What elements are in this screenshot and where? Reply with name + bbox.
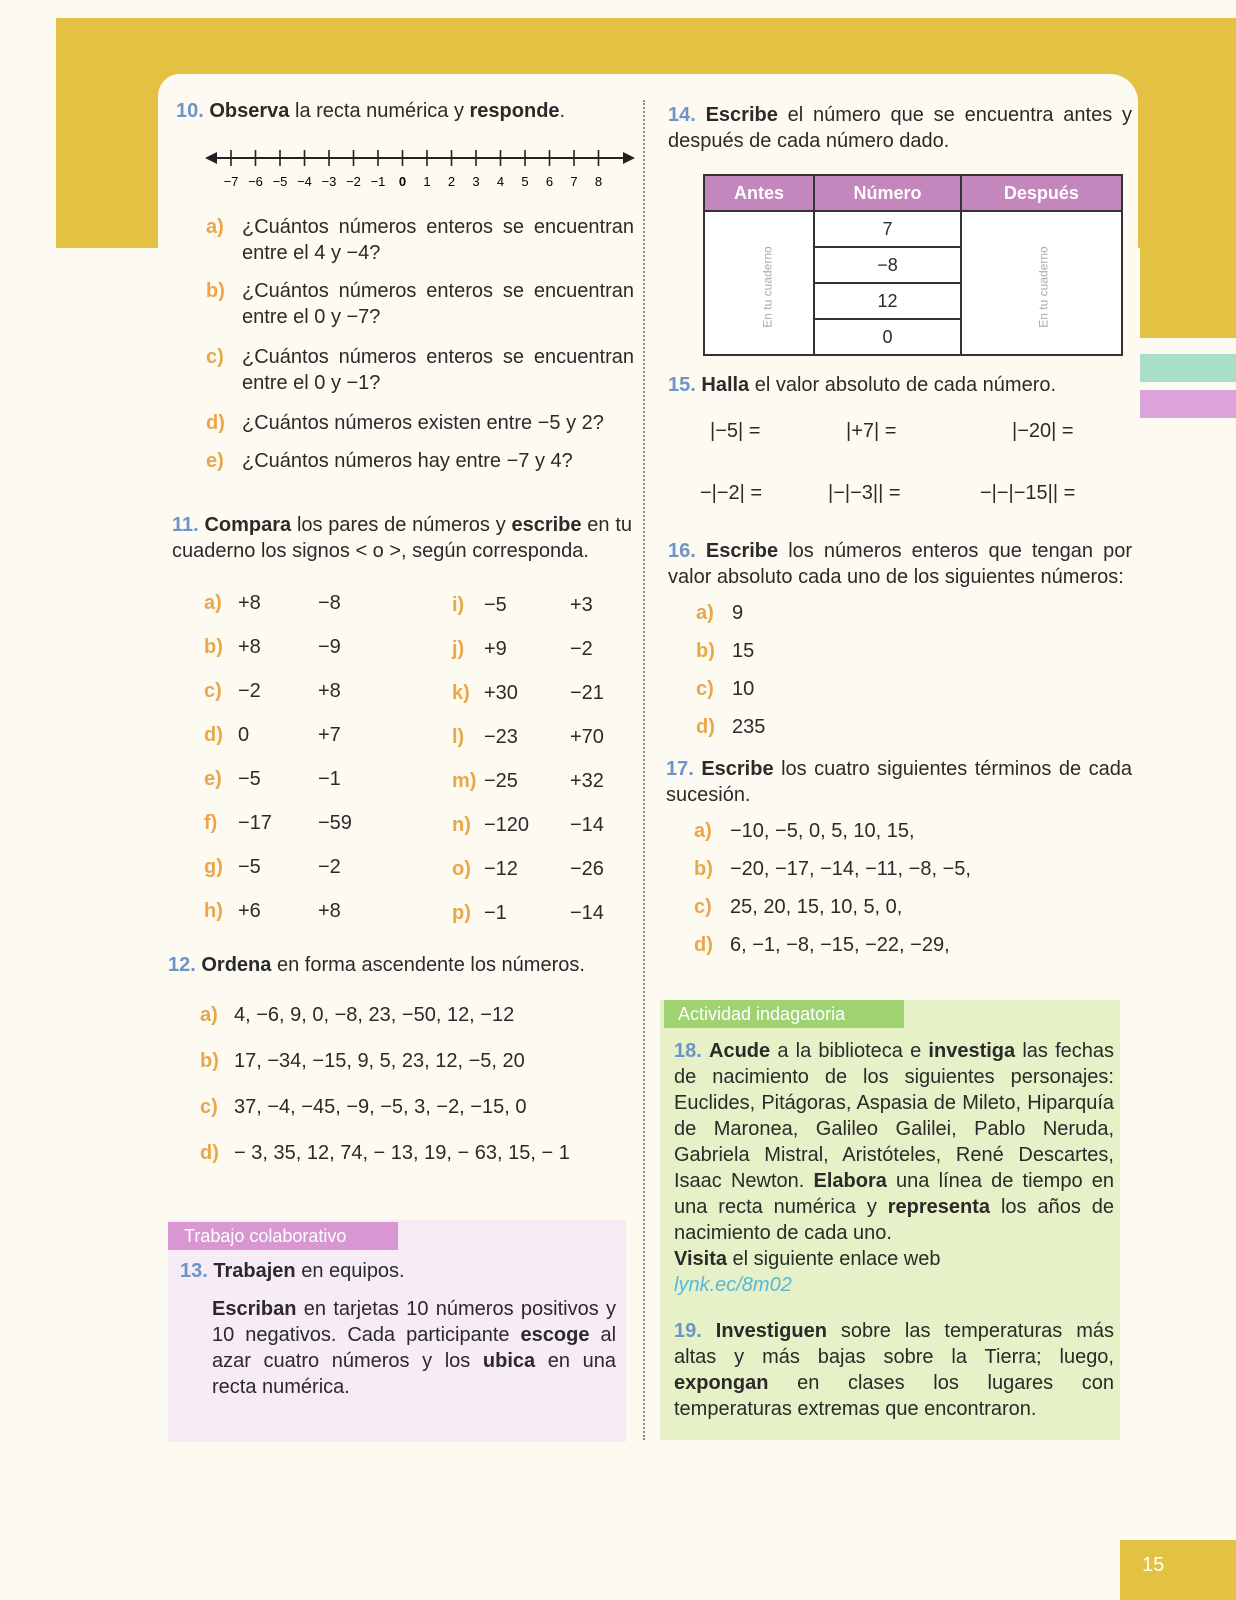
pair-letter: j) xyxy=(452,638,465,660)
pair-letter: m) xyxy=(452,770,477,792)
number-line-label: 1 xyxy=(423,174,431,189)
left-arrow-icon xyxy=(205,152,217,164)
item-letter: a) xyxy=(694,820,712,842)
number-line-label: 6 xyxy=(545,174,554,189)
right-arrow-icon xyxy=(623,152,635,164)
pair-value-b: +8 xyxy=(318,680,341,702)
page-number: 15 xyxy=(1120,1540,1236,1600)
pair-value-a: −5 xyxy=(238,856,261,878)
q18-verb2: investiga xyxy=(928,1040,1016,1062)
collab-header: Trabajo colaborativo xyxy=(168,1222,398,1250)
abs-value-item: −|−2| = xyxy=(700,482,763,504)
abs-value-item: |−20| = xyxy=(1012,420,1074,442)
number-line-label: −4 xyxy=(297,174,312,189)
item-letter: d) xyxy=(200,1142,219,1164)
number-line-label: 7 xyxy=(570,174,578,189)
pair-value-b: +7 xyxy=(318,724,341,746)
q12-item-text: 37, −4, −45, −9, −5, 3, −2, −15, 0 xyxy=(234,1096,527,1118)
pair-letter: i) xyxy=(452,594,465,616)
pair-value-a: −2 xyxy=(238,680,261,702)
q12-prompt xyxy=(168,952,628,978)
web-link[interactable]: lynk.ec/8m02 xyxy=(674,1274,792,1296)
q10-number: 10. xyxy=(176,100,204,122)
q13-verb4: ubica xyxy=(482,1350,536,1372)
pair-letter: a) xyxy=(204,592,222,614)
q12-verb1: Ordena xyxy=(201,954,272,976)
q14-verb1: Escribe xyxy=(705,104,778,126)
pair-value-b: −21 xyxy=(570,682,604,704)
number-line-label: −5 xyxy=(272,174,288,189)
q16-prompt xyxy=(668,538,1132,590)
q11-text-mid: los pares de números y xyxy=(291,514,512,536)
q19-number: 19. xyxy=(674,1320,702,1342)
q10-item-text: ¿Cuántos números enteros se encuentran entre el 0 y −7? xyxy=(242,280,634,328)
pair-letter: k) xyxy=(452,682,470,704)
q13-verb2: Escriban xyxy=(212,1298,297,1320)
q14-number: 14. xyxy=(668,104,696,126)
item-letter: d) xyxy=(206,412,225,434)
q18-text4: los años de nacimiento de cada uno. xyxy=(674,1196,1114,1244)
number-line-label: 4 xyxy=(496,174,505,189)
pair-letter: b) xyxy=(204,636,223,658)
q13-text1: en equipos. xyxy=(295,1260,405,1282)
pair-value-a: −1 xyxy=(484,902,507,924)
q10-item-text: ¿Cuántos números enteros se encuentran entre el 4 y −4? xyxy=(242,216,634,264)
item-letter: b) xyxy=(696,640,715,662)
pair-value-b: +3 xyxy=(570,594,593,616)
pair-letter: p) xyxy=(452,902,471,924)
pair-value-b: −1 xyxy=(318,768,341,790)
item-letter: a) xyxy=(206,216,224,238)
pair-value-a: −17 xyxy=(238,812,272,834)
before-column xyxy=(704,211,814,355)
item-letter: a) xyxy=(696,602,714,624)
item-letter: c) xyxy=(694,896,712,918)
side-note-left: En tu cuaderno xyxy=(760,246,775,328)
q18-text3: una línea de tiempo en una recta numérica y xyxy=(674,1170,1114,1218)
q11-verb1: Compara xyxy=(204,514,292,536)
q16-verb1: Escribe xyxy=(705,540,779,562)
item-letter: b) xyxy=(206,280,225,302)
q11-number: 11. xyxy=(172,514,199,536)
q13-text3: al azar cuatro números y los xyxy=(212,1324,617,1372)
pair-value-a: +30 xyxy=(484,682,518,704)
number-line-label: 5 xyxy=(521,174,529,189)
q14-prompt xyxy=(668,102,1132,154)
section-tab-pink xyxy=(1140,390,1236,418)
abs-value-item: |−5| = xyxy=(710,420,761,442)
pair-value-a: +6 xyxy=(238,900,261,922)
q10-prompt xyxy=(176,98,636,124)
q13-prompt xyxy=(180,1258,620,1284)
pair-letter: o) xyxy=(452,858,471,880)
q16-item-text: 10 xyxy=(732,678,755,700)
number-line-label: −7 xyxy=(223,174,239,189)
column-divider xyxy=(643,100,645,1440)
pair-value-b: −14 xyxy=(570,902,604,924)
item-letter: b) xyxy=(200,1050,219,1072)
q17-prompt xyxy=(666,756,1132,808)
section-tab-green xyxy=(1140,354,1236,382)
pair-value-b: −2 xyxy=(318,856,341,878)
item-letter: d) xyxy=(694,934,713,956)
pair-value-a: −12 xyxy=(484,858,518,880)
q18-verb3: Elabora xyxy=(813,1170,887,1192)
pair-value-a: −5 xyxy=(484,594,507,616)
q13-verb3: escoge xyxy=(520,1324,590,1346)
pair-value-a: −25 xyxy=(484,770,518,792)
q11-verb2: escribe xyxy=(511,514,582,536)
number-line-label: −2 xyxy=(346,174,361,189)
q17-number: 17. xyxy=(666,758,694,780)
q17-verb1: Escribe xyxy=(701,758,774,780)
item-letter: c) xyxy=(696,678,714,700)
table-header-number: Número xyxy=(814,175,961,211)
item-letter: e) xyxy=(206,450,224,472)
table-header-before: Antes xyxy=(704,175,814,211)
q12-text-end: en forma ascendente los números. xyxy=(271,954,585,976)
q18-verb5: Visita xyxy=(674,1248,727,1270)
q13-text2: en tarjetas 10 números positivos y 10 negativos. Cada participante xyxy=(212,1298,616,1346)
table-header-after: Después xyxy=(961,175,1122,211)
pair-letter: n) xyxy=(452,814,471,836)
pair-value-a: +8 xyxy=(238,592,261,614)
abs-value-item: −|−|−15|| = xyxy=(980,482,1076,504)
number-line-label: −6 xyxy=(248,174,263,189)
q11-prompt xyxy=(172,512,632,564)
number-line-label: 3 xyxy=(472,174,480,189)
q16-item-text: 15 xyxy=(732,640,755,662)
pair-value-a: −5 xyxy=(238,768,261,790)
pair-value-b: −2 xyxy=(570,638,593,660)
q19-text1: sobre las temperaturas más altas y más bajas sobre la Tierra; luego, xyxy=(674,1320,1114,1368)
pair-letter: c) xyxy=(204,680,222,702)
q18-verb1: Acude xyxy=(709,1040,771,1062)
q14-text-end: el número que se encuentra antes y después de cada número dado. xyxy=(668,104,1132,152)
pair-value-b: −59 xyxy=(318,812,352,834)
q15-text-end: el valor absoluto de cada número. xyxy=(749,374,1057,396)
pair-value-a: −120 xyxy=(484,814,530,836)
pair-value-a: −23 xyxy=(484,726,518,748)
pair-letter: h) xyxy=(204,900,223,922)
q15-prompt xyxy=(668,372,1132,398)
q16-item-text: 235 xyxy=(732,716,766,738)
q18-prompt xyxy=(674,1038,1114,1298)
item-letter: a) xyxy=(200,1004,218,1026)
pair-value-b: −26 xyxy=(570,858,604,880)
q16-item-text: 9 xyxy=(732,602,744,624)
q16-text-end: los números enteros que tengan por valor absoluto cada uno de los siguientes números: xyxy=(668,540,1133,588)
table-cell-number: −8 xyxy=(814,247,961,283)
pair-letter: l) xyxy=(452,726,465,748)
pair-value-b: +32 xyxy=(570,770,604,792)
q10-verb2: responde xyxy=(469,100,560,122)
side-note-right: En tu cuaderno xyxy=(1036,246,1051,328)
number-line-label: 2 xyxy=(447,174,456,189)
q10-item-text: ¿Cuántos números existen entre −5 y 2? xyxy=(242,412,604,434)
pair-value-b: +70 xyxy=(570,726,604,748)
item-letter: c) xyxy=(206,346,224,368)
pair-letter: d) xyxy=(204,724,223,746)
q13-body xyxy=(212,1296,616,1400)
item-letter: c) xyxy=(200,1096,218,1118)
pair-value-b: −9 xyxy=(318,636,341,658)
table-cell-number: 12 xyxy=(814,283,961,319)
q12-item-text: 4, −6, 9, 0, −8, 23, −50, 12, −12 xyxy=(234,1004,515,1026)
item-letter: b) xyxy=(694,858,713,880)
pair-value-a: 0 xyxy=(238,724,250,746)
q10-text-mid: la recta numérica y xyxy=(289,100,470,122)
pair-value-a: +8 xyxy=(238,636,261,658)
q18-text2: las fechas de nacimiento de los siguientes personajes: Euclides, Pitágoras, Aspasia de Mileto, Hiparquía de Maronea, Galileo Galilei, Pablo Neruda, Gabriela Mistral, Aristóteles, René Descartes, Isaac Newton. xyxy=(674,1040,1114,1192)
q18-text1: a la biblioteca e xyxy=(770,1040,929,1062)
q19-verb1: Investiguen xyxy=(715,1320,827,1342)
number-line xyxy=(205,148,635,192)
q17-item-text: −20, −17, −14, −11, −8, −5, xyxy=(730,858,971,880)
q17-item-text: 6, −1, −8, −15, −22, −29, xyxy=(730,934,950,956)
q13-text4: en una recta numérica. xyxy=(212,1350,617,1398)
table-cell-number: 0 xyxy=(814,319,961,355)
q18-number: 18. xyxy=(674,1040,702,1062)
number-line-label: 0 xyxy=(398,174,407,189)
q12-item-text: − 3, 35, 12, 74, − 13, 19, − 63, 15, − 1 xyxy=(234,1142,570,1164)
q10-item-text: ¿Cuántos números hay entre −7 y 4? xyxy=(242,450,573,472)
q10-verb1: Observa xyxy=(209,100,290,122)
number-line-label: −1 xyxy=(370,174,386,189)
number-line-label: −3 xyxy=(321,174,337,189)
q17-text-end: los cuatro siguientes términos de cada sucesión. xyxy=(666,758,1133,806)
q15-number: 15. xyxy=(668,374,696,396)
item-letter: d) xyxy=(696,716,715,738)
q17-item-text: 25, 20, 15, 10, 5, 0, xyxy=(730,896,903,918)
q19-verb2: expongan xyxy=(674,1372,769,1394)
q11-text-end: en tu cuaderno los signos < o >, según corresponda. xyxy=(172,514,632,562)
pair-letter: e) xyxy=(204,768,222,790)
pair-letter: g) xyxy=(204,856,223,878)
q19-text2: en clases los lugares con temperaturas extremas que encontraron. xyxy=(674,1372,1114,1420)
pair-value-a: +9 xyxy=(484,638,507,660)
q18-verb4: representa xyxy=(887,1196,991,1218)
q12-item-text: 17, −34, −15, 9, 5, 23, 12, −5, 20 xyxy=(234,1050,525,1072)
q12-number: 12. xyxy=(168,954,196,976)
q13-verb1: Trabajen xyxy=(213,1260,296,1282)
pair-letter: f) xyxy=(204,812,218,834)
table-cell-number: 7 xyxy=(814,211,961,247)
q13-number: 13. xyxy=(180,1260,208,1282)
q10-item-text: ¿Cuántos números enteros se encuentran entre el 0 y −1? xyxy=(242,346,634,394)
abs-value-item: |−|−3|| = xyxy=(828,482,901,504)
abs-value-item: |+7| = xyxy=(846,420,897,442)
q19-prompt xyxy=(674,1318,1114,1422)
q17-item-text: −10, −5, 0, 5, 10, 15, xyxy=(730,820,915,842)
q15-verb1: Halla xyxy=(701,374,750,396)
q16-number: 16. xyxy=(668,540,696,562)
inquiry-header: Actividad indagatoria xyxy=(664,1000,904,1028)
number-line-label: 8 xyxy=(594,174,603,189)
q10-text-end: . xyxy=(559,100,566,122)
pair-value-b: +8 xyxy=(318,900,341,922)
right-color-band xyxy=(1140,18,1236,338)
pair-value-b: −14 xyxy=(570,814,604,836)
pair-value-b: −8 xyxy=(318,592,341,614)
q18-text5: el siguiente enlace web xyxy=(727,1248,941,1270)
